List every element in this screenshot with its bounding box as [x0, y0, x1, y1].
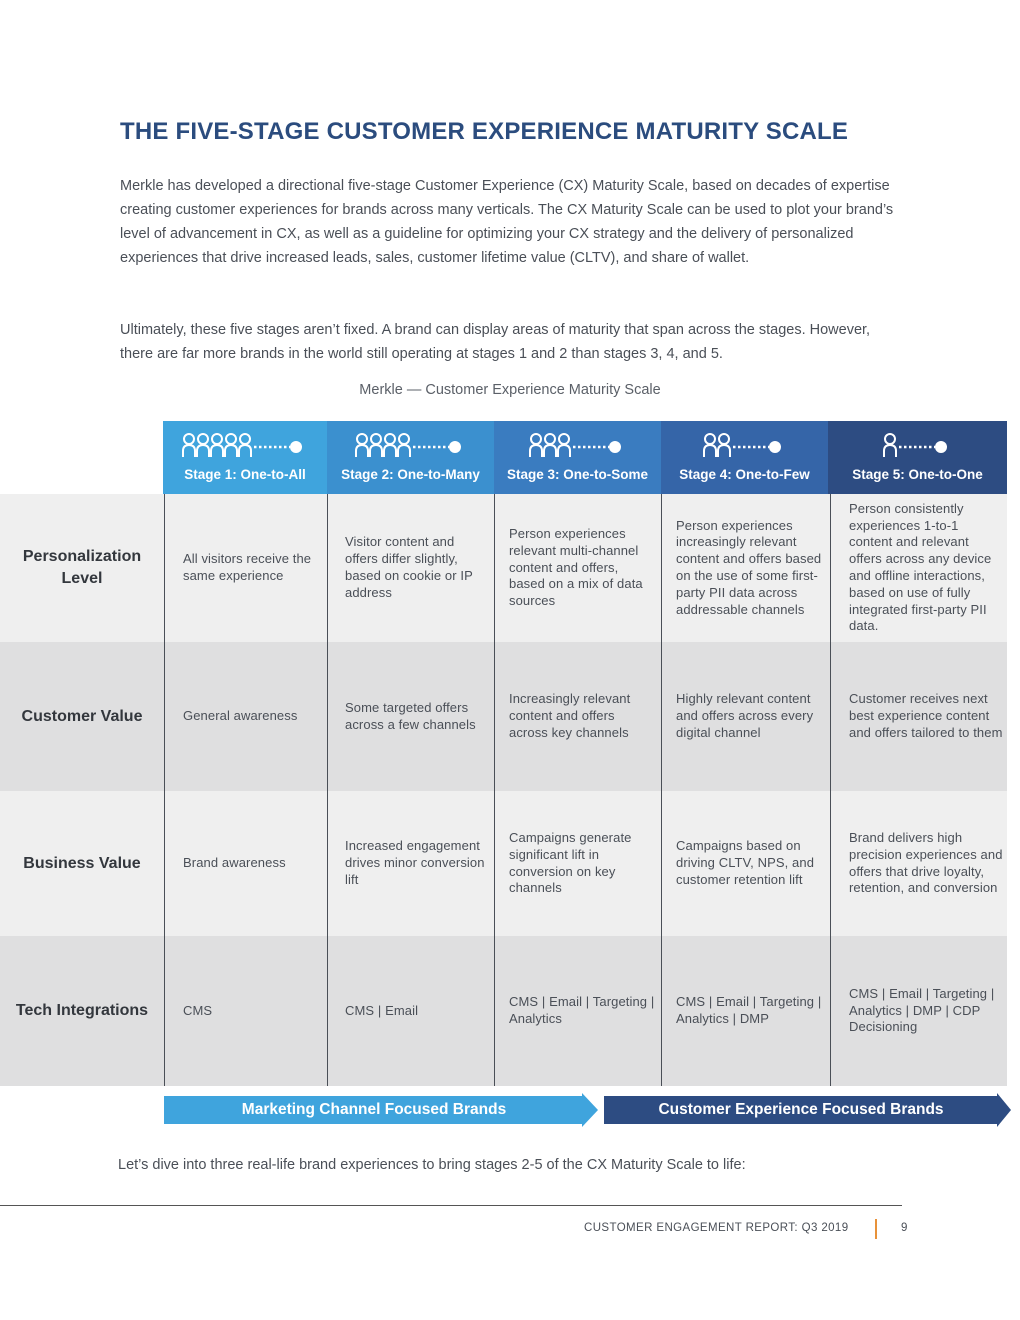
- people-icon: [529, 431, 627, 461]
- row-business-value: [0, 791, 1007, 936]
- intro-paragraph: Merkle has developed a directional five-stage Customer Experience (CX) Maturity Scale, based on decades of expertise creating customer experiences for brands across many verticals. The CX Maturity Scale can be used to plot your brand’s level of advancement in CX, as well as a guideline for optimizing your CX strategy and the delivery of personalized experiences that drive increased leads, sales, customer lifetime value (CLTV), and share of wallet.: [120, 178, 894, 266]
- column-divider: [830, 494, 831, 1086]
- row-label: Customer Value: [21, 707, 143, 725]
- table-cell: Some targeted offers across a few channels: [345, 699, 476, 732]
- stage-1-header: [163, 421, 327, 495]
- table-cell: Campaigns generate significant lift in conversion on key channels: [509, 829, 632, 896]
- arrow-label: Marketing Channel Focused Brands: [164, 1096, 584, 1124]
- table-cell: CMS | Email: [345, 1002, 419, 1018]
- row-personalization-level: [0, 494, 1007, 642]
- table-cell: CMS | Email | Targeting | Analytics | DMP | CDP Decisioning: [849, 985, 995, 1035]
- people-icon-group: [494, 431, 661, 461]
- stages-paragraph: Ultimately, these five stages aren’t fixed. A brand can display areas of maturity that span across the stages. However, there are far more brands in the world still operating at stages 1 and 2 than stages 3, 4, and 5.: [120, 322, 871, 362]
- stage-3-header: [494, 421, 661, 494]
- scale-caption: Merkle — Customer Experience Maturity Scale: [359, 382, 661, 398]
- page-number: 9: [901, 1222, 908, 1234]
- stage-4-header: [661, 421, 828, 494]
- table-cell: Brand delivers high precision experiences and offers that drive loyalty, retention, and conversion: [849, 829, 1003, 896]
- row-customer-value: [0, 642, 1007, 791]
- arrow-head-icon: [997, 1093, 1011, 1127]
- table-cell: CMS | Email | Targeting | Analytics: [509, 994, 655, 1026]
- table-cell: Brand awareness: [183, 855, 286, 871]
- people-icon-group: [163, 431, 327, 461]
- footer-divider: [0, 1205, 902, 1206]
- stage-5-label: Stage 5: One-to-One: [852, 467, 983, 482]
- stage-2-label: Stage 2: One-to-Many: [341, 467, 480, 482]
- people-icon-group: [327, 431, 494, 461]
- stage-4-label: Stage 4: One-to-Few: [679, 467, 810, 482]
- table-cell: Customer receives next best experience content and offers tailored to them: [849, 691, 1003, 740]
- customer-experience-arrow: [604, 1093, 1011, 1127]
- row-label: Personalization Level: [22, 548, 142, 587]
- table-cell: Increased engagement drives minor conversion lift: [345, 838, 485, 887]
- people-icon: [883, 431, 953, 461]
- stage-2-header: [327, 421, 494, 494]
- table-cell: Person experiences relevant multi-channel content and offers, based on a mix of data sources: [509, 526, 643, 609]
- stage-1-label: Stage 1: One-to-All: [184, 467, 306, 482]
- table-cell: Highly relevant content and offers across every digital channel: [676, 691, 814, 740]
- closing-sentence: Let’s dive into three real-life brand experiences to bring stages 2-5 of the CX Maturity Scale to life:: [118, 1157, 746, 1173]
- table-cell: Person experiences increasingly relevant content and offers based on the use of some first-party PII data across addressable channels: [676, 517, 822, 617]
- table-cell: Person consistently experiences 1-to-1 content and relevant offers across any device and offline interactions, based on use of fully integrated first-party PII data.: [849, 500, 992, 634]
- arrow-head-icon: [582, 1093, 598, 1127]
- stage-3-label: Stage 3: One-to-Some: [506, 467, 649, 482]
- table-cell: Visitor content and offers differ slightly, based on cookie or IP address: [345, 534, 473, 600]
- people-icon-group: [828, 431, 1007, 461]
- marketing-channel-arrow: [164, 1093, 598, 1127]
- arrow-label: Customer Experience Focused Brands: [604, 1096, 998, 1124]
- table-cell: Increasingly relevant content and offers across key channels: [509, 691, 631, 740]
- table-cell: General awareness: [183, 708, 298, 724]
- people-icon: [182, 431, 308, 461]
- page-title: THE FIVE-STAGE CUSTOMER EXPERIENCE MATURITY SCALE: [120, 118, 849, 145]
- column-divider: [661, 494, 662, 1086]
- footer-report-name: CUSTOMER ENGAGEMENT REPORT: Q3 2019: [584, 1222, 849, 1234]
- row-label: Business Value: [23, 854, 141, 872]
- table-cell: CMS | Email | Targeting | Analytics | DMP: [676, 994, 822, 1026]
- column-divider: [164, 494, 165, 1086]
- column-divider: [327, 494, 328, 1086]
- row-label: Tech Integrations: [15, 1002, 149, 1019]
- column-divider: [494, 494, 495, 1086]
- people-icon-group: [661, 431, 828, 461]
- people-icon: [703, 431, 787, 461]
- table-cell: CMS: [183, 1002, 213, 1018]
- table-cell: Campaigns based on driving CLTV, NPS, and customer retention lift: [676, 838, 815, 887]
- table-cell: All visitors receive the same experience: [183, 551, 312, 583]
- footer-accent-bar: [875, 1219, 877, 1239]
- people-icon: [355, 431, 467, 461]
- stage-5-header: [828, 421, 1007, 494]
- row-tech-integrations: [0, 936, 1007, 1086]
